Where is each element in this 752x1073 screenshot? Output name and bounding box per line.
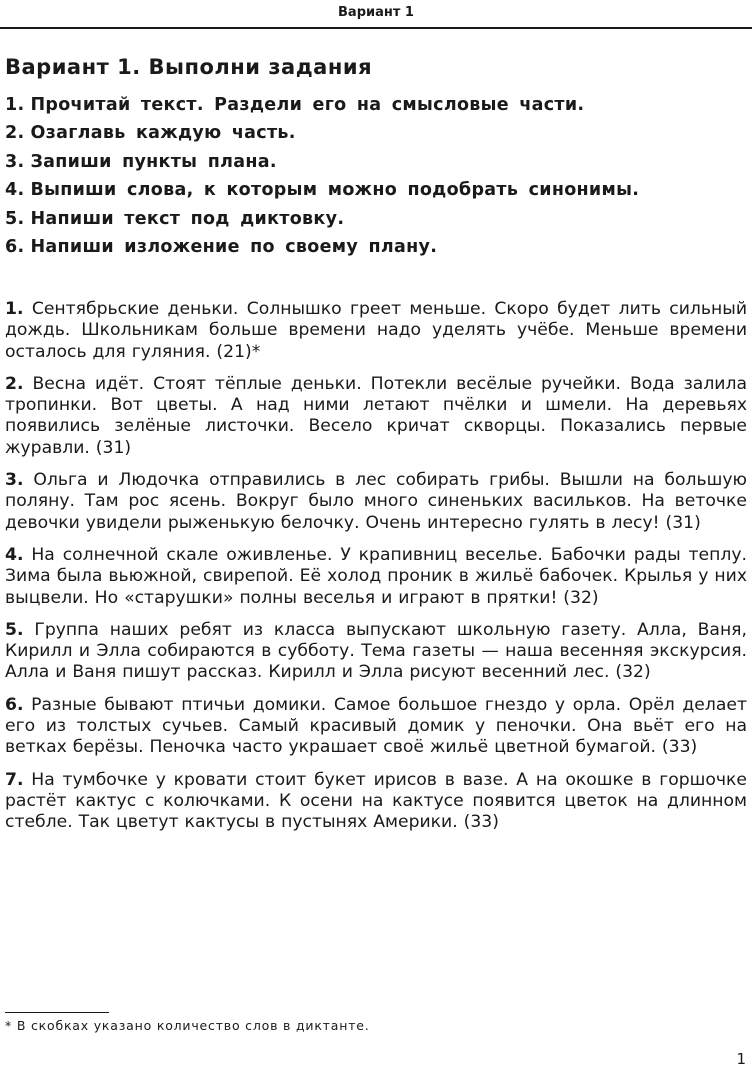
dictation-text [5, 299, 747, 363]
task-number: 5. [5, 208, 25, 229]
text-number: 7. [5, 769, 24, 790]
running-header: Вариант 1 [338, 5, 414, 20]
task-list [5, 91, 745, 261]
dictation-text [5, 374, 747, 459]
task-number: 4. [5, 180, 25, 201]
text-number: 4. [5, 544, 24, 565]
text-body: Группа наших ребят из класса выпускают школьную газету. Алла, Ваня, Кирилл и Элла собираются в субботу. Тема газеты — наша весенняя экскурсия. Алла и Ваня пишут рассказ. Кирилл и Элла рисуют весенний лес. (32) [5, 619, 747, 683]
task-item [5, 176, 745, 204]
task-item [5, 148, 745, 176]
dictation-texts [5, 299, 747, 845]
footnote: * В скобках указано количество слов в диктанте. [5, 1018, 370, 1033]
task-text: Напиши изложение по своему плану. [30, 237, 438, 258]
text-body: На солнечной скале оживленье. У крапивниц веселье. Бабочки рады теплу. Зима была вьюжной, свирепой. Её холод проник в жильё бабочек. Крылья у них выцвели. Но «старушки» полны веселья и играют в прятки! (32) [5, 544, 747, 608]
text-number: 5. [5, 619, 24, 640]
header-divider [0, 27, 752, 29]
task-text: Озаглавь каждую часть. [30, 123, 296, 144]
task-number: 6. [5, 237, 25, 258]
dictation-text [5, 695, 747, 759]
task-text: Выпиши слова, к которым можно подобрать синонимы. [30, 180, 640, 201]
task-item [5, 233, 745, 261]
task-item [5, 91, 745, 119]
footnote-divider [5, 1012, 109, 1013]
task-item [5, 205, 745, 233]
task-number: 3. [5, 151, 25, 172]
text-number: 6. [5, 694, 24, 715]
page-number: 1 [736, 1050, 746, 1068]
text-number: 1. [5, 299, 24, 319]
page-title: Вариант 1. Выполни задания [5, 55, 373, 79]
task-text: Запиши пункты плана. [30, 151, 277, 172]
dictation-text [5, 620, 747, 684]
text-number: 2. [5, 373, 24, 394]
text-number: 3. [5, 470, 24, 491]
text-body: Разные бывают птичьи домики. Самое большое гнездо у орла. Орёл делает его из толстых сучьев. Самый красивый домик у пеночки. Она вьёт его на ветках берёзы. Пеночка часто украшает своё жильё цветной бумагой. (33) [5, 694, 747, 758]
text-body: Весна идёт. Стоят тёплые деньки. Потекли весёлые ручейки. Вода залила тропинки. Вот цветы. А над ними летают пчёлки и шмели. На деревьях появились зелёные листочки. Весело кричат скворцы. Показались первые журавли. (31) [5, 373, 747, 458]
text-body: Ольга и Людочка отправились в лес собирать грибы. Вышли на большую поляну. Там рос ясень. Вокруг было много синеньких васильков. На веточке девочки увидели рыженькую белочку. Очень интересно гулять в лесу! (31) [5, 470, 747, 533]
dictation-text [5, 770, 747, 834]
text-body: Сентябрьские деньки. Солнышко греет меньше. Скоро будет лить сильный дождь. Школьникам больше времени надо уделять учёбе. Меньше времени осталось для гуляния. (21)* [5, 299, 747, 362]
task-item [5, 119, 745, 147]
dictation-text [5, 470, 747, 534]
text-body: На тумбочке у кровати стоит букет ирисов в вазе. А на окошке в горшочке растёт кактус с колючками. К осени на кактусе появится цветок на длинном стебле. Так цветут кактусы в пустынях Америки. (33) [5, 769, 748, 833]
task-text: Напиши текст под диктовку. [30, 208, 345, 229]
task-number: 2. [5, 123, 25, 144]
task-number: 1. [5, 95, 25, 115]
dictation-text [5, 545, 747, 609]
task-text: Прочитай текст. Раздели его на смысловые части. [30, 95, 585, 115]
